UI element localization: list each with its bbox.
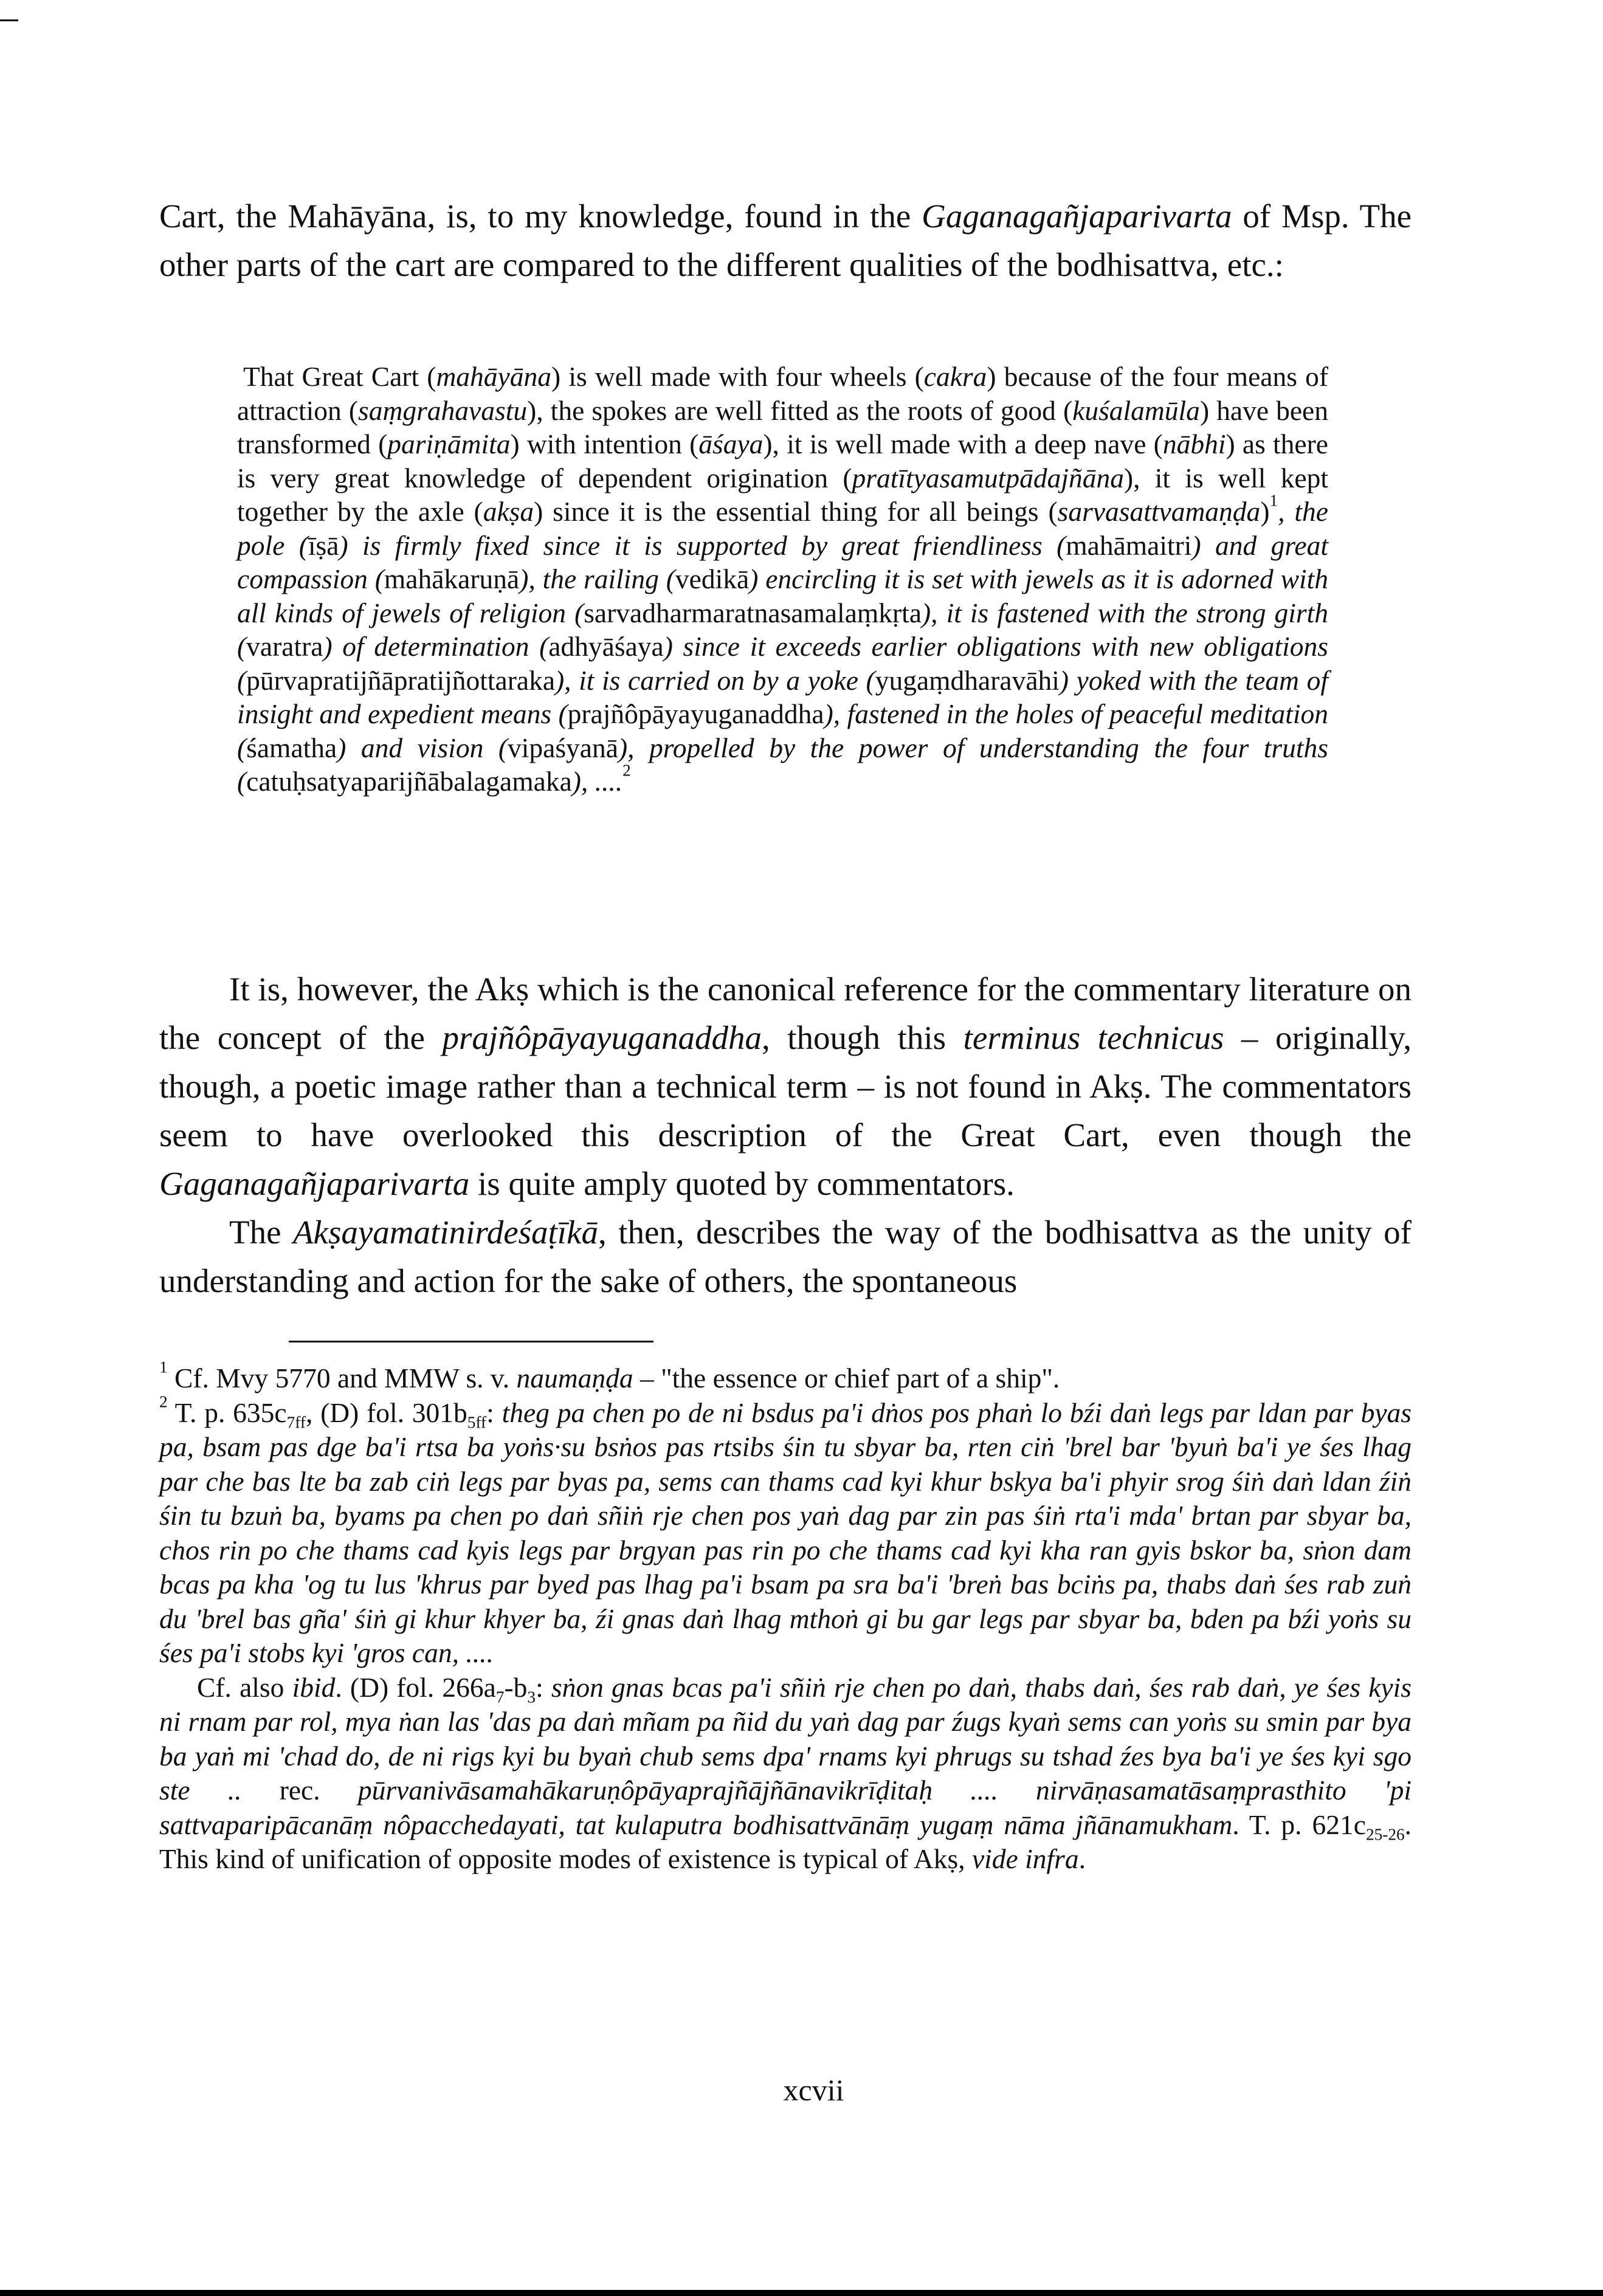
quote-text-segment: ) because of the four means of attraction (: [237, 361, 1328, 426]
quote-text-segment: yugaṃdharavāhi: [875, 664, 1060, 696]
footnote-subscript: 25-26: [1365, 1825, 1405, 1844]
sanskrit-term: ) yoked with the team of insight and expedient means (: [237, 664, 1328, 729]
footnotes: [159, 1358, 1412, 1877]
footnote-subscript: 7ff: [286, 1413, 306, 1432]
paragraph-aksayamati-reference: [159, 965, 1412, 1305]
scan-bottom-edge: [0, 2290, 1603, 2296]
quote-text-segment: mahākaruṇā: [384, 563, 520, 594]
sanskrit-term: ), ....: [571, 766, 623, 797]
sanskrit-term: ), propelled by the power of understanding the four truths (: [237, 732, 1328, 797]
footnote-marker: 1: [159, 1358, 168, 1377]
footnote-ref: 2: [622, 761, 631, 780]
sanskrit-term: kuśalamūla: [1072, 394, 1200, 426]
footnote-text: :: [536, 1671, 551, 1703]
quote-text-segment: That Great Cart (: [243, 361, 436, 392]
quote-text-segment: śamatha: [246, 732, 337, 763]
sanskrit-term: ) is firmly fixed since it is supported by great friendliness (: [339, 529, 1066, 561]
footnote-text: – "the essence or chief part of a ship".: [633, 1363, 1060, 1394]
quote-text-segment: ) have been transformed (: [237, 394, 1328, 459]
intro-paragraph: [159, 192, 1412, 289]
term-aksayamatinirdesatika: Akṣayamatinirdeśaṭīkā: [292, 1214, 598, 1251]
para-text: , then, describes the way of the bodhisattva as the unity of understanding and action for the sake of others, the spontaneous: [159, 1214, 1412, 1299]
quote-text-segment: sarvadharmaratnasamalaṃkṛta: [584, 597, 922, 628]
footnote-text: Cf. Mvy 5770 and MMW s. v.: [167, 1363, 517, 1394]
scan-artifact-mark: [0, 19, 18, 21]
quote-text-segment: mahāmaitri: [1066, 529, 1192, 561]
quote-text-segment: ) with intention (: [510, 428, 699, 459]
footnote-text: Cf. also: [197, 1671, 292, 1703]
quote-text-segment: vedikā: [675, 563, 750, 594]
sanskrit-term: ), it is fastened with the strong girth (: [237, 597, 1328, 662]
quote-text: [237, 360, 1328, 799]
sanskrit-term: ) and vision (: [337, 732, 508, 763]
sanskrit-term: ) of determination (: [323, 631, 549, 662]
footnote-text: rec.: [241, 1775, 358, 1806]
quote-text-segment: īṣā: [308, 529, 339, 561]
sanskrit-term: ), it is carried on by a yoke (: [555, 664, 875, 696]
term-gaganaganjaparivarta: Gaganagañjaparivarta: [159, 1165, 470, 1202]
sanskrit-term: āśaya: [698, 428, 764, 459]
quote-text-segment: ), the spokes are well fitted as the roots of good (: [527, 394, 1073, 426]
footnote-text: :: [486, 1397, 502, 1428]
sanskrit-term: ) and great compassion (: [237, 529, 1328, 594]
quote-text-segment: vipaśyanā: [508, 732, 618, 763]
footnote-text: . (D) fol. 266a: [335, 1671, 496, 1703]
term-prajnopayayuganaddha: prajñôpāyayuganaddha: [442, 1019, 762, 1056]
quote-text-segment: ): [1260, 496, 1270, 527]
sanskrit-term: , the pole (: [237, 496, 1328, 561]
footnote-1: [159, 1358, 1412, 1396]
sanskrit-term: ) since it exceeds earlier obligations with new obligations (: [237, 631, 1328, 696]
sanskrit-term: pratītyasamutpādajñāna: [852, 462, 1124, 493]
quote-text-segment: varatra: [246, 631, 323, 662]
block-quote: [237, 360, 1328, 799]
quote-text-segment: pūrvapratijñāpratijñottaraka: [246, 664, 556, 696]
term-gaganaganjaparivarta: Gaganagañjaparivarta: [922, 198, 1232, 235]
footnote-text: .: [1078, 1843, 1086, 1874]
page-number: xcvii: [783, 2073, 844, 2107]
quote-text-segment: ) since it is the essential thing for all beings (: [534, 496, 1058, 527]
sanskrit-term: ), the railing (: [519, 563, 675, 594]
intro-text: of Msp. The other parts of the cart are compared to the different qualities of the bodhisattva, etc.:: [159, 198, 1412, 283]
quote-text-segment: ), it is well made with a deep nave (: [763, 428, 1163, 459]
footnote-text: . This kind of unification of opposite modes of existence is typical of Akṣ,: [159, 1809, 1412, 1874]
sanskrit-term: ), fastened in the holes of peaceful meditation (: [237, 698, 1328, 763]
quote-text-segment: ) is well made with four wheels (: [551, 361, 924, 392]
footnote-text: , (D) fol. 301b: [305, 1397, 467, 1428]
footnote-subscript: 7: [495, 1688, 505, 1707]
intro-text: Cart, the Mahāyāna, is, to my knowledge, found in the: [159, 198, 922, 235]
para-text: The: [229, 1214, 293, 1251]
sanskrit-term: akṣa: [483, 496, 534, 527]
term-terminus-technicus: terminus technicus: [963, 1019, 1224, 1056]
footnote-separator: [289, 1341, 653, 1342]
quote-text-segment: adhyāśaya: [548, 631, 664, 662]
para-text: , though this: [761, 1019, 964, 1056]
sanskrit-term: nābhi: [1162, 428, 1226, 459]
para-text: It is, however, the Akṣ which is the canonical reference for the commentary literature on the concept of the: [159, 971, 1412, 1056]
quote-text-segment: prajñôpāyayuganaddha: [567, 698, 824, 729]
para-text: – originally, though, a poetic image rather than a technical term – is not found in Akṣ. The commentators seem to have overlooked this description of the Great Cart, even though the: [159, 1019, 1412, 1153]
sanskrit-term: saṃgrahavastu: [358, 394, 528, 426]
footnote-text: -b: [504, 1671, 528, 1703]
tibetan-quotation: sṅon gnas bcas pa'i sñiṅ rje chen po daṅ, thabs daṅ, śes rab daṅ, ye śes kyis ni rnam par rol, mya ṅan las 'das pa daṅ mñam pa ñid du yaṅ dag par źugs kyaṅ sems can yoṅs su smin par bya ba yaṅ mi 'chad do, de ni rigs kyi bu byaṅ chub sems dpa' rnams kyi phrugs su tshad źes bya ba'i ye śes kyi sgo ste ..: [159, 1671, 1412, 1806]
quote-text-segment: ), it is well kept together by the axle (: [237, 462, 1328, 527]
sanskrit-term: cakra: [923, 361, 987, 392]
footnote-subscript: 5ff: [467, 1413, 487, 1432]
term-ibid: ibid: [292, 1671, 336, 1703]
sanskrit-quotation: pūrvanivāsamahākaruṇôpāyaprajñājñānavikrīḍitaḥ .... nirvāṇasamatāsaṃprasthito 'pi sattvaparipācanāṃ nôpacchedayati, tat kulaputra bodhisattvānāṃ yugaṃ nāma jñānamukham: [159, 1775, 1412, 1840]
footnote-text: . T. p. 621c: [1232, 1809, 1366, 1840]
para-text: is quite amply quoted by commentators.: [469, 1165, 1015, 1202]
footnote-2: [159, 1392, 1412, 1671]
term-vide-infra: vide infra: [971, 1843, 1079, 1874]
tibetan-quotation: theg pa chen po de ni bsdus pa'i dṅos pos phaṅ lo bźi daṅ legs par ldan par byas pa, bsam pas dge ba'i rtsa ba yoṅs·su bsṅos pas rtsibs śin tu sbyar ba, rten ciṅ 'brel bar 'byuṅ ba'i ye śes lhag par che bas lte ba zab ciṅ legs par byas pa, sems can thams cad kyi khur bskya ba'i phyir srog śiṅ daṅ ldan źiṅ śin tu bzuṅ ba, byams pa chen po daṅ sñiṅ rje chen pos yaṅ dag par zin pas śiṅ rta'i mda' brtan par sbyar ba, chos rin po che thams cad kyis legs par brgyan pas rin po che thams cad kyi kha ran gyis bskor ba, sṅon dam bcas pa kha 'og tu lus 'khrus par byed pas lhag pa'i bsam pa sra ba'i 'breṅ bas bciṅs pa, thabs daṅ śes rab zuṅ du 'brel bas gña' śiṅ gi khur khyer ba, źi gnas daṅ lhag mthoṅ gi bu gar legs par sbyar ba, bden pa bźi yoṅs su śes pa'i stobs kyi 'gros can, ....: [159, 1397, 1412, 1668]
footnote-subscript: 3: [527, 1688, 536, 1707]
sanskrit-term: mahāyāna: [436, 361, 551, 392]
sanskrit-term: ) encircling it is set with jewels as it is adorned with all kinds of jewels of religion (: [237, 563, 1328, 628]
sanskrit-term: sarvasattvamaṇḍa: [1057, 496, 1261, 527]
quote-text-segment: catuḥsatyaparijñābalagamaka: [246, 766, 572, 797]
term-naumanda: naumaṇḍa: [516, 1363, 633, 1394]
footnote-2-continuation: [159, 1671, 1412, 1877]
footnote-ref: 1: [1269, 491, 1278, 510]
quote-text-segment: ) as there is very great knowledge of dependent origination (: [237, 428, 1328, 493]
sanskrit-term: pariṇāmita: [387, 428, 511, 459]
footnote-marker: 2: [159, 1392, 168, 1411]
footnote-text: T. p. 635c: [167, 1397, 287, 1428]
